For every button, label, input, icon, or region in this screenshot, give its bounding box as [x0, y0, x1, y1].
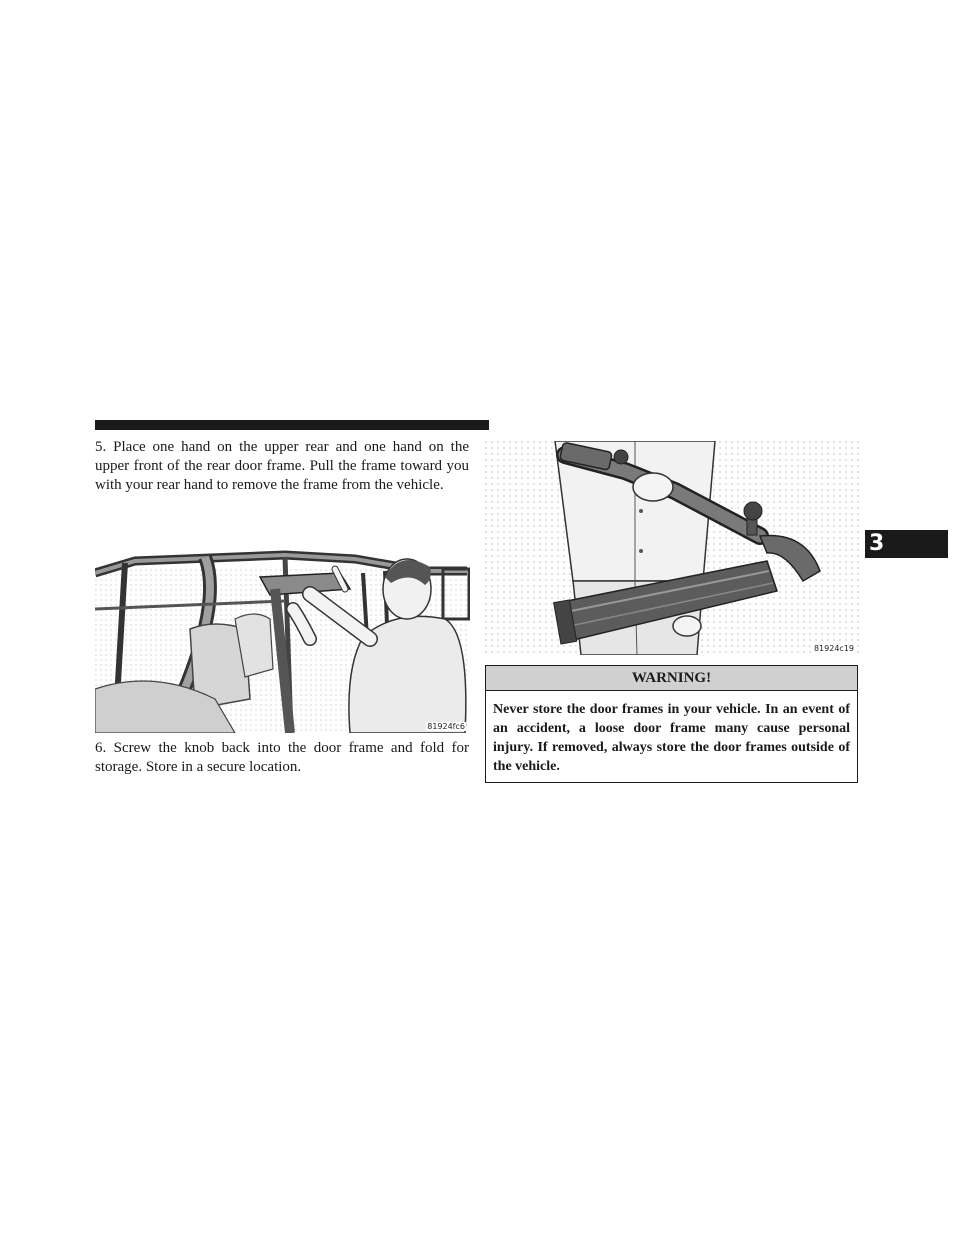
warning-box: [485, 665, 858, 783]
figure-id-label: 81924fc6: [427, 722, 465, 731]
step-5-text: 5. Place one hand on the upper rear and one hand on the upper front of the rear door frame. Pull the frame toward you with your rear hand to remove the frame from the vehicle.: [95, 439, 469, 493]
fold-frame-illustration: [485, 441, 859, 655]
warning-text: Never store the door frames in your vehicle. In an event of an accident, a loose door frame many cause personal injury. If removed, always store the door frames outside of the vehicle.: [493, 702, 850, 774]
warning-title: WARNING!: [486, 666, 857, 691]
figure-folded-door-frame: [485, 441, 859, 655]
section-tab: [865, 530, 948, 558]
figure-remove-rear-door-frame: [95, 549, 470, 733]
remove-frame-illustration: [95, 549, 470, 733]
section-number: 3: [869, 531, 885, 556]
step-6-text: 6. Screw the knob back into the door frame and fold for storage. Store in a secure location.: [95, 740, 469, 775]
section-rule: [95, 420, 489, 430]
figure-id-label: 81924c19: [813, 644, 854, 653]
